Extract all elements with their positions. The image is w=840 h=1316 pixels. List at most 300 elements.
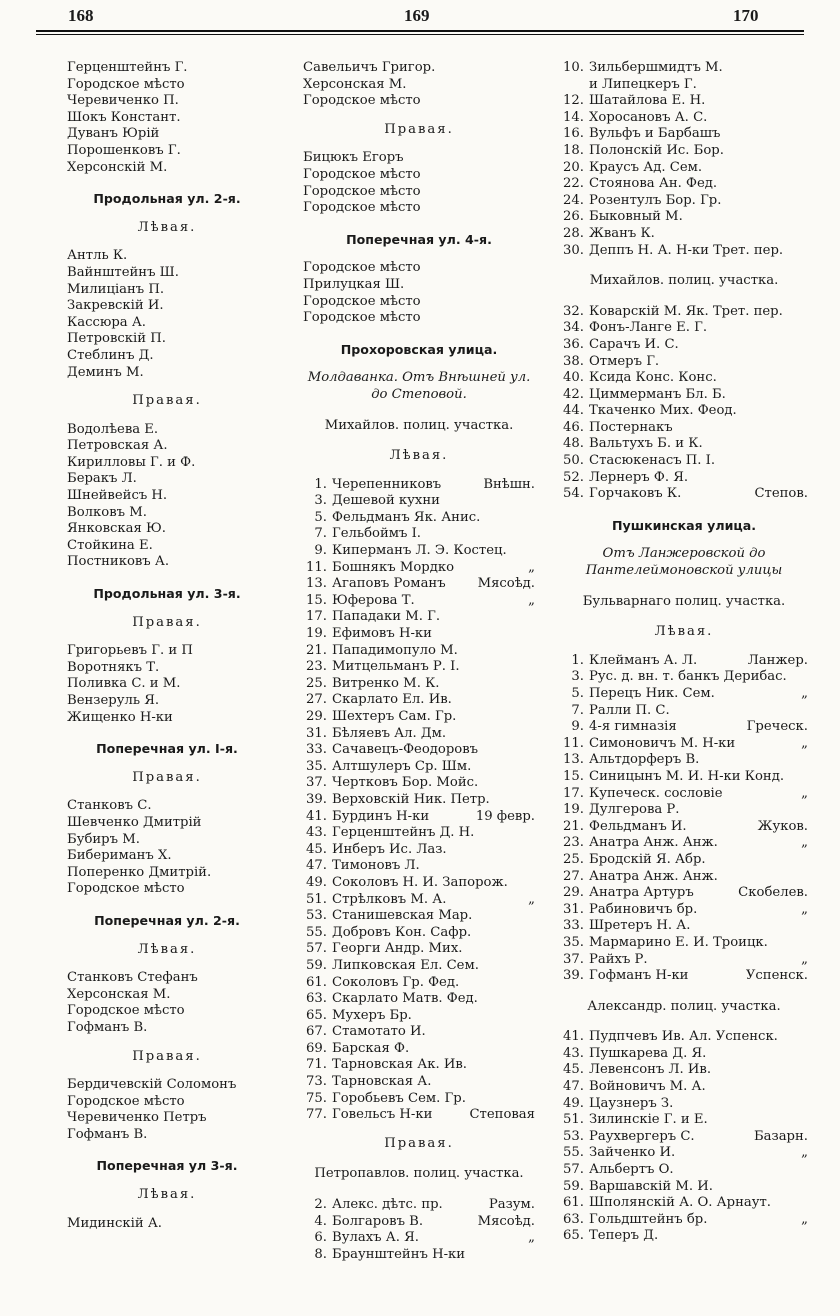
directory-entry bbox=[560, 143, 808, 160]
directory-line: Городское мѣсто bbox=[303, 310, 421, 326]
owner-name: Вулахъ А. Я. bbox=[332, 1230, 419, 1246]
owner-name: Болгаровъ В. bbox=[332, 1213, 424, 1229]
owner-name: Браунштейнъ Н-ки bbox=[332, 1246, 466, 1262]
cross-street bbox=[529, 792, 535, 809]
owner-name: Дулгерова Р. bbox=[589, 802, 680, 818]
cross-street bbox=[529, 941, 535, 958]
house-number: 57. bbox=[563, 1162, 584, 1178]
cross-street bbox=[802, 320, 808, 337]
owner-name: Рабиновичъ бр. bbox=[589, 901, 698, 917]
house-number: 9. bbox=[314, 543, 327, 559]
cross-street bbox=[529, 908, 535, 925]
cross-street bbox=[802, 1112, 808, 1129]
house-number: 16. bbox=[563, 126, 584, 142]
directory-line: Городское мѣсто bbox=[303, 183, 421, 199]
owner-name: Гофманъ Н-ки bbox=[589, 968, 689, 984]
house-number: 73. bbox=[306, 1074, 327, 1090]
directory-entry bbox=[560, 354, 808, 371]
cross-street bbox=[529, 510, 535, 527]
header-rule-thick bbox=[36, 30, 804, 32]
cross-street bbox=[802, 470, 808, 487]
street-side-label: Лѣвая. bbox=[654, 624, 714, 640]
directory-entry bbox=[303, 1214, 535, 1231]
directory-line: Поливка С. и М. bbox=[67, 676, 181, 692]
cross-street bbox=[529, 842, 535, 859]
street-side-label: Лѣвая. bbox=[137, 1187, 197, 1203]
cross-street bbox=[802, 337, 808, 354]
cross-street: Жуков. bbox=[757, 818, 808, 834]
cross-street: „ bbox=[528, 891, 535, 907]
owner-name: Шполянскій А. О. Арнаут. bbox=[589, 1195, 771, 1211]
directory-entry bbox=[560, 819, 808, 836]
owner-name: Инберъ Ис. Лаз. bbox=[332, 841, 447, 857]
directory-line: Закревскій И. bbox=[67, 298, 164, 314]
cross-street: 19 февр. bbox=[475, 808, 535, 824]
directory-entry bbox=[560, 110, 808, 127]
owner-name: Юферова Т. bbox=[332, 592, 415, 608]
directory-line: Беракъ Л. bbox=[67, 471, 137, 487]
directory-line: Деминъ М. bbox=[67, 364, 144, 380]
cross-street bbox=[529, 1091, 535, 1108]
owner-name: Левенсонъ Л. Ив. bbox=[589, 1062, 712, 1078]
cross-street bbox=[529, 925, 535, 942]
directory-line: Кассюра А. bbox=[67, 314, 146, 330]
directory-line: Янковская Ю. bbox=[67, 521, 166, 537]
cross-street bbox=[802, 869, 808, 886]
house-number: 9. bbox=[571, 719, 584, 735]
house-number: 28. bbox=[563, 225, 584, 241]
directory-line: Гофманъ В. bbox=[67, 1126, 148, 1142]
house-number bbox=[560, 77, 589, 94]
owner-name: Киперманъ Л. Э. Костец. bbox=[332, 543, 507, 559]
directory-line: Поперенко Дмитрій. bbox=[67, 864, 212, 880]
cross-street bbox=[529, 676, 535, 693]
cross-street bbox=[529, 875, 535, 892]
directory-line: Бибериманъ Х. bbox=[67, 848, 172, 864]
directory-entry bbox=[560, 1079, 808, 1096]
directory-entry bbox=[303, 1230, 535, 1247]
house-number: 33. bbox=[563, 918, 584, 934]
street-heading: Поперечная ул 3-я. bbox=[96, 1158, 238, 1174]
house-number: 54. bbox=[563, 486, 584, 502]
cross-street bbox=[802, 176, 808, 193]
house-number: 27. bbox=[306, 692, 327, 708]
cross-street bbox=[529, 775, 535, 792]
house-number: 15. bbox=[306, 592, 327, 608]
directory-line: Городское мѣсто bbox=[303, 166, 421, 182]
owner-name: Войновичъ М. А. bbox=[589, 1079, 706, 1095]
directory-line: Петровскій П. bbox=[67, 331, 166, 347]
cross-street: „ bbox=[801, 785, 808, 801]
cross-street bbox=[529, 543, 535, 560]
cross-street bbox=[802, 436, 808, 453]
directory-entry bbox=[560, 1096, 808, 1113]
directory-entry bbox=[303, 1008, 535, 1025]
cross-street bbox=[802, 935, 808, 952]
directory-entry bbox=[560, 703, 808, 720]
directory-line: Городское мѣсто bbox=[67, 76, 185, 92]
cross-street: Мясоѣд. bbox=[477, 576, 535, 592]
directory-entry bbox=[560, 869, 808, 886]
directory-entry bbox=[303, 493, 535, 510]
owner-name: Соколовъ Н. И. Запорож. bbox=[332, 874, 508, 890]
house-number: 35. bbox=[563, 934, 584, 950]
owner-name: Сарачъ И. С. bbox=[589, 336, 679, 352]
cross-street bbox=[529, 858, 535, 875]
house-number: 34. bbox=[563, 320, 584, 336]
house-number: 51. bbox=[306, 891, 327, 907]
cross-street bbox=[529, 493, 535, 510]
directory-entry bbox=[303, 941, 535, 958]
owner-name: Цаузнеръ З. bbox=[589, 1095, 674, 1111]
cross-street: Успенск. bbox=[745, 968, 808, 984]
cross-street bbox=[802, 1195, 808, 1212]
street-heading: Продольная ул. 3-я. bbox=[93, 586, 241, 602]
house-number: 7. bbox=[571, 702, 584, 718]
house-number: 55. bbox=[306, 924, 327, 940]
owner-name: Купеческ. сословіе bbox=[589, 785, 723, 801]
owner-name: Жванъ К. bbox=[589, 225, 655, 241]
street-heading: Продольная ул. 2-я. bbox=[93, 191, 241, 207]
owner-name: Стасюкенасъ П. I. bbox=[589, 453, 716, 469]
directory-entry bbox=[560, 736, 808, 753]
owner-name: Отмеръ Г. bbox=[589, 353, 660, 369]
directory-entry bbox=[560, 935, 808, 952]
owner-name: Мармарино Е. И. Троицк. bbox=[589, 934, 768, 950]
cross-street bbox=[529, 825, 535, 842]
directory-entry bbox=[560, 1112, 808, 1129]
owner-name: Раухвергеръ С. bbox=[589, 1128, 695, 1144]
directory-entry bbox=[560, 60, 808, 77]
directory-entry bbox=[303, 609, 535, 626]
owner-name: Циммерманъ Бл. Б. bbox=[589, 386, 726, 402]
cross-street: Мясоѣд. bbox=[477, 1213, 535, 1229]
directory-line: Григорьевъ Г. и П bbox=[67, 643, 193, 659]
directory-entry bbox=[560, 968, 808, 985]
cross-street bbox=[802, 1096, 808, 1113]
street-side-label: Правая. bbox=[132, 393, 202, 409]
directory-line: Городское мѣсто bbox=[67, 1093, 185, 1109]
cross-street bbox=[529, 609, 535, 626]
house-number: 17. bbox=[563, 785, 584, 801]
cross-street bbox=[802, 1046, 808, 1063]
directory-entry bbox=[560, 669, 808, 686]
house-number: 77. bbox=[306, 1107, 327, 1123]
house-number: 41. bbox=[306, 808, 327, 824]
directory-entry bbox=[560, 802, 808, 819]
owner-name: Стоянова Ан. Фед. bbox=[589, 176, 718, 192]
directory-line: Антль К. bbox=[67, 248, 128, 264]
house-number: 71. bbox=[306, 1057, 327, 1073]
directory-line: Мидинскій А. bbox=[67, 1215, 162, 1231]
directory-entry bbox=[560, 1129, 808, 1146]
owner-name: Пападимопуло М. bbox=[332, 642, 458, 658]
owner-name: Алекс. дѣтс. пр. bbox=[332, 1197, 443, 1213]
house-number: 42. bbox=[563, 386, 584, 402]
directory-line: Городское мѣсто bbox=[67, 881, 185, 897]
directory-entry bbox=[303, 742, 535, 759]
owner-name: Ксида Конс. Конс. bbox=[589, 370, 717, 386]
house-number: 36. bbox=[563, 336, 584, 352]
owner-name: Тарновская Ак. Ив. bbox=[332, 1057, 467, 1073]
directory-line: Порошенковъ Г. bbox=[67, 142, 181, 158]
house-number: 13. bbox=[306, 576, 327, 592]
cross-street: Степов. bbox=[754, 486, 808, 502]
street-heading: Поперечная ул. I-я. bbox=[96, 741, 238, 757]
cross-street bbox=[802, 387, 808, 404]
cross-street: „ bbox=[801, 1211, 808, 1227]
directory-line: Стойкина Е. bbox=[67, 537, 153, 553]
street-side-label: Правая. bbox=[132, 614, 202, 630]
police-district-label: Михайлов. полиц. участка. bbox=[589, 273, 779, 289]
house-number: 22. bbox=[563, 176, 584, 192]
cross-street: „ bbox=[801, 1145, 808, 1161]
directory-entry bbox=[303, 892, 535, 909]
street-side-label: Правая. bbox=[384, 121, 454, 137]
directory-entry bbox=[303, 560, 535, 577]
directory-entry bbox=[560, 160, 808, 177]
house-number: 25. bbox=[306, 675, 327, 691]
owner-name: Сачавецъ-Феодоровъ bbox=[332, 742, 479, 758]
house-number: 11. bbox=[306, 559, 327, 575]
directory-entry bbox=[560, 209, 808, 226]
directory-entry bbox=[560, 304, 808, 321]
cross-street bbox=[802, 304, 808, 321]
directory-line: Черевиченко П. bbox=[67, 93, 179, 109]
directory-line: Савельичъ Григор. bbox=[303, 60, 436, 75]
cross-street bbox=[802, 403, 808, 420]
directory-entry bbox=[560, 1179, 808, 1196]
house-number: 53. bbox=[306, 908, 327, 924]
directory-entry bbox=[560, 387, 808, 404]
owner-name: Розентулъ Бор. Гр. bbox=[589, 192, 722, 208]
directory-entry bbox=[303, 908, 535, 925]
owner-name: и Липецкеръ Г. bbox=[589, 76, 697, 92]
cross-street: Скобелев. bbox=[738, 885, 808, 901]
directory-line: Городское мѣсто bbox=[303, 260, 421, 276]
directory-entry bbox=[303, 510, 535, 527]
police-district-label: Михайлов. полиц. участка. bbox=[324, 417, 514, 433]
directory-line: Черевиченко Петръ bbox=[67, 1110, 207, 1126]
owner-name: Пудпчевъ Ив. Ал. Успенск. bbox=[589, 1029, 778, 1045]
owner-name: Анатра Анж. Анж. bbox=[589, 835, 718, 851]
house-number: 21. bbox=[306, 642, 327, 658]
house-number: 12. bbox=[563, 93, 584, 109]
cross-street bbox=[529, 692, 535, 709]
house-number: 65. bbox=[306, 1007, 327, 1023]
cross-street bbox=[529, 1074, 535, 1091]
directory-entry bbox=[560, 226, 808, 243]
owner-name: Постернакъ bbox=[589, 419, 673, 435]
house-number: 47. bbox=[563, 1079, 584, 1095]
directory-entry bbox=[303, 1091, 535, 1108]
owner-name: Фонъ-Ланге Е. Г. bbox=[589, 320, 708, 336]
house-number: 4. bbox=[314, 1213, 327, 1229]
house-number: 59. bbox=[306, 957, 327, 973]
directory-entry bbox=[560, 420, 808, 437]
owner-name: Варшавскій М. И. bbox=[589, 1178, 713, 1194]
cross-street bbox=[529, 958, 535, 975]
directory-entry bbox=[303, 842, 535, 859]
house-number: 45. bbox=[306, 841, 327, 857]
directory-entry bbox=[560, 1145, 808, 1162]
owner-name: Георги Андр. Мих. bbox=[332, 941, 463, 957]
owner-name: Клейманъ А. Л. bbox=[589, 652, 698, 668]
owner-name: Барская Ф. bbox=[332, 1040, 410, 1056]
directory-entry bbox=[560, 1029, 808, 1046]
cross-street: „ bbox=[801, 735, 808, 751]
directory-entry bbox=[303, 526, 535, 543]
house-number: 33. bbox=[306, 742, 327, 758]
cross-street bbox=[802, 77, 808, 94]
street-heading: Пушкинская улица. bbox=[611, 517, 757, 533]
owner-name: Ткаченко Мих. Феод. bbox=[589, 403, 737, 419]
column-center bbox=[303, 60, 535, 1263]
cross-street bbox=[802, 1162, 808, 1179]
owner-name: Анатра Анж. Анж. bbox=[589, 868, 718, 884]
directory-line: Городское мѣсто bbox=[303, 93, 421, 109]
directory-entry bbox=[560, 1228, 808, 1245]
cross-street bbox=[529, 759, 535, 776]
directory-line: Городское мѣсто bbox=[67, 1003, 185, 1019]
owner-name: Бошнякъ Мордко bbox=[332, 559, 455, 575]
cross-street: „ bbox=[528, 592, 535, 608]
police-district-label: Петропавлов. полиц. участка. bbox=[314, 1166, 524, 1182]
cross-street bbox=[802, 802, 808, 819]
owner-name: Зильбершмидтъ М. bbox=[589, 60, 723, 75]
cross-street bbox=[802, 703, 808, 720]
directory-entry bbox=[303, 1107, 535, 1124]
directory-entry bbox=[560, 403, 808, 420]
directory-line: Вензеруль Я. bbox=[67, 693, 160, 708]
directory-line: Милиціанъ П. bbox=[67, 281, 165, 297]
cross-street bbox=[802, 160, 808, 177]
owner-name: Митцельманъ Р. I. bbox=[332, 659, 460, 675]
owner-name: Краусъ Ад. Сем. bbox=[589, 159, 703, 175]
owner-name: Пушкарева Д. Я. bbox=[589, 1045, 707, 1061]
directory-entry bbox=[560, 320, 808, 337]
house-number: 3. bbox=[571, 669, 584, 685]
directory-entry bbox=[303, 809, 535, 826]
directory-entry bbox=[303, 1197, 535, 1214]
owner-name: Зилинскіе Г. и Е. bbox=[589, 1112, 708, 1128]
police-district-label: Александр. полиц. участка. bbox=[587, 998, 781, 1014]
directory-entry bbox=[560, 436, 808, 453]
cross-street bbox=[802, 453, 808, 470]
directory-line: Херсонскій М. bbox=[67, 159, 168, 175]
owner-name: Стамотато И. bbox=[332, 1024, 426, 1040]
owner-name: Герценштейнъ Д. Н. bbox=[332, 825, 475, 841]
house-number: 5. bbox=[314, 509, 327, 525]
directory-entry bbox=[560, 769, 808, 786]
cross-street bbox=[802, 669, 808, 686]
directory-line: Гофманъ В. bbox=[67, 1019, 148, 1035]
owner-name: Верховскій Ник. Петр. bbox=[332, 791, 490, 807]
cross-street bbox=[529, 1057, 535, 1074]
cross-street: „ bbox=[528, 1230, 535, 1246]
directory-entry bbox=[303, 626, 535, 643]
owner-name: Скарлато Ел. Ив. bbox=[332, 692, 452, 708]
owner-name: Станишевская Мар. bbox=[332, 908, 473, 924]
cross-street bbox=[802, 1062, 808, 1079]
house-number: 24. bbox=[563, 192, 584, 208]
house-number: 30. bbox=[563, 242, 584, 258]
house-number: 63. bbox=[306, 991, 327, 1007]
house-number: 61. bbox=[306, 974, 327, 990]
directory-entry bbox=[303, 825, 535, 842]
owner-name: Алтшулеръ Ср. Шм. bbox=[332, 758, 472, 774]
cross-street: „ bbox=[801, 951, 808, 967]
page-number-left: 168 bbox=[68, 6, 94, 25]
owner-name: Стрѣлковъ М. А. bbox=[332, 891, 447, 907]
directory-entry bbox=[560, 1212, 808, 1229]
cross-street bbox=[529, 659, 535, 676]
owner-name: Фельдманъ И. bbox=[589, 818, 687, 834]
house-number: 49. bbox=[306, 874, 327, 890]
directory-line: Городское мѣсто bbox=[303, 200, 421, 216]
house-number: 46. bbox=[563, 419, 584, 435]
directory-line: Бубиръ М. bbox=[67, 831, 140, 847]
owner-name: Коварскій М. Як. Трет. пер. bbox=[589, 303, 783, 319]
owner-name: Шатайлова Е. Н. bbox=[589, 93, 706, 109]
directory-line: Станковъ Стефанъ bbox=[67, 970, 198, 986]
house-number: 63. bbox=[563, 1211, 584, 1227]
house-number: 53. bbox=[563, 1128, 584, 1144]
owner-name: Дешевой кухни bbox=[332, 493, 440, 509]
directory-line: Шнейвейсъ Н. bbox=[67, 488, 168, 504]
cross-street: Базарн. bbox=[753, 1128, 808, 1144]
police-district-label: Бульварнаго полиц. участка. bbox=[582, 593, 786, 609]
owner-name: Тимоновъ Л. bbox=[332, 858, 420, 874]
cross-street bbox=[529, 742, 535, 759]
directory-entry bbox=[303, 643, 535, 660]
owner-name: 4-я гимназія bbox=[589, 719, 677, 735]
house-number: 25. bbox=[563, 851, 584, 867]
owner-name: Теперъ Д. bbox=[589, 1228, 659, 1244]
cross-street bbox=[529, 726, 535, 743]
house-number: 40. bbox=[563, 370, 584, 386]
cross-street: „ bbox=[528, 559, 535, 575]
directory-entry bbox=[560, 126, 808, 143]
directory-line: Дуванъ Юрій bbox=[67, 126, 160, 142]
house-number: 45. bbox=[563, 1062, 584, 1078]
house-number: 19. bbox=[306, 626, 327, 642]
cross-street bbox=[802, 60, 808, 77]
owner-name: Вальтухъ Б. и К. bbox=[589, 436, 703, 452]
cross-street bbox=[802, 1029, 808, 1046]
directory-entry bbox=[560, 835, 808, 852]
directory-entry bbox=[560, 786, 808, 803]
owner-name: Черепенниковъ bbox=[332, 476, 442, 492]
directory-line: Герценштейнъ Г. bbox=[67, 60, 188, 75]
cross-street bbox=[802, 226, 808, 243]
house-number: 1. bbox=[571, 652, 584, 668]
owner-name: Гольдштейнъ бр. bbox=[589, 1211, 708, 1227]
cross-street: Внѣшн. bbox=[483, 476, 535, 492]
house-number: 37. bbox=[306, 775, 327, 791]
house-number: 20. bbox=[563, 159, 584, 175]
owner-name: Альтдорферъ В. bbox=[589, 752, 700, 768]
house-number: 3. bbox=[314, 493, 327, 509]
cross-street bbox=[529, 643, 535, 660]
cross-street bbox=[802, 752, 808, 769]
house-number: 57. bbox=[306, 941, 327, 957]
cross-street: Греческ. bbox=[746, 719, 808, 735]
cross-street bbox=[802, 209, 808, 226]
house-number: 10. bbox=[563, 60, 584, 75]
directory-line: Постниковъ А. bbox=[67, 554, 170, 570]
directory-line: Шокъ Констант. bbox=[67, 109, 181, 125]
